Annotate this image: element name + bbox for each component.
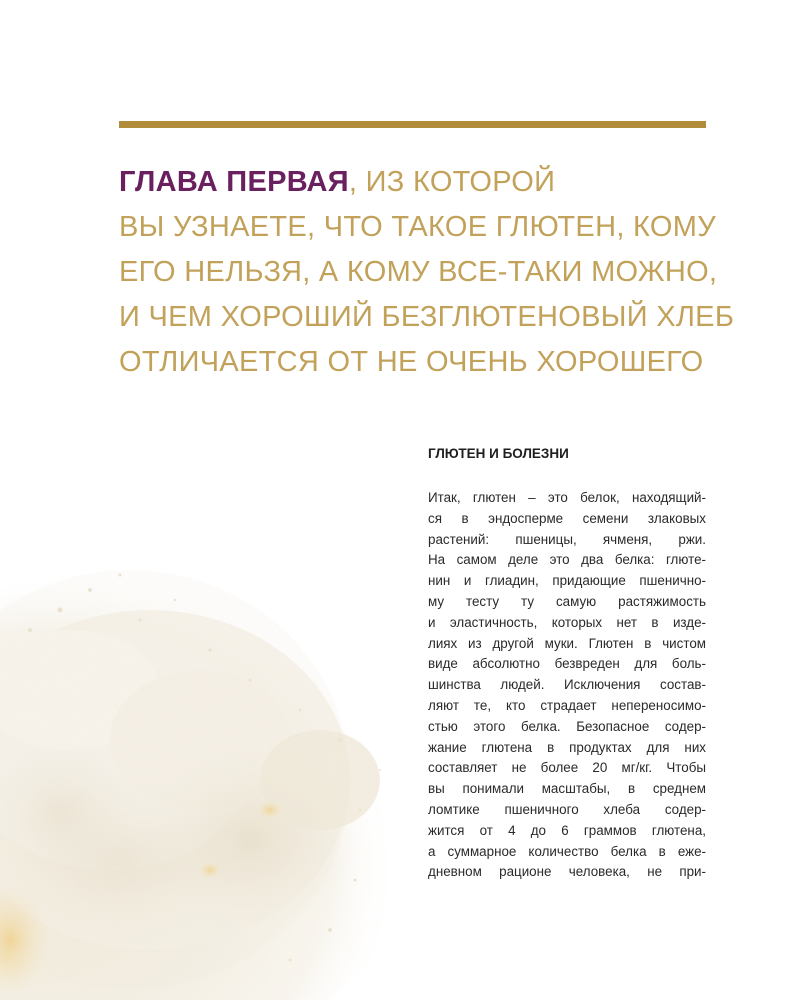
body-text — [428, 488, 706, 883]
text-line: дневном рационе человека, не при- — [428, 864, 706, 880]
text-line: Итак, глютен – это белок, находящий- — [428, 490, 706, 505]
flour-pile-image — [0, 480, 400, 1000]
text-line: ся в эндосперме семени злаковых — [428, 510, 706, 526]
section-title: ГЛЮТЕН И БОЛЕЗНИ — [428, 446, 569, 461]
text-line: растений: пшеницы, ячменя, ржи. — [428, 531, 706, 547]
chapter-heading-line-2: ВЫ УЗНАЕТЕ, ЧТО ТАКОЕ ГЛЮТЕН, КОМУ — [119, 211, 716, 243]
text-line: На самом деле это два белка: глюте- — [428, 552, 706, 568]
chapter-heading-rest: , ИЗ КОТОРОЙ — [348, 166, 556, 198]
chapter-number: ГЛАВА ПЕРВАЯ — [119, 166, 349, 198]
text-line: виде абсолютно безвреден для боль- — [428, 656, 706, 672]
chapter-heading-line-4: И ЧЕМ ХОРОШИЙ БЕЗГЛЮТЕНОВЫЙ ХЛЕБ — [119, 301, 735, 333]
text-line: стью этого белка. Безопасное содер- — [428, 718, 706, 734]
chapter-heading-line-1 — [119, 160, 739, 205]
text-line: вы понимали масштабы, в среднем — [428, 781, 706, 797]
chapter-heading — [119, 160, 739, 385]
text-line: ломтике пшеничного хлеба содер- — [428, 801, 706, 817]
text-line: жится от 4 до 6 граммов глютена, — [428, 822, 706, 838]
chapter-heading-line-3: ЕГО НЕЛЬЗЯ, А КОМУ ВСЕ-ТАКИ МОЖНО, — [119, 256, 718, 288]
text-line: нин и глиадин, придающие пшенично- — [428, 573, 706, 589]
text-line: жание глютена в продуктах для них — [428, 739, 706, 755]
text-line: а суммарное количество белка в еже- — [428, 843, 706, 859]
text-line: составляет не более 20 мг/кг. Чтобы — [428, 760, 706, 776]
text-line: шинства людей. Исключения состав- — [428, 677, 706, 693]
text-line: лиях из другой муки. Глютен в чистом — [428, 635, 706, 651]
text-line: ляют те, кто страдает непереносимо- — [428, 697, 706, 713]
top-rule — [119, 121, 706, 128]
text-line: му тесту ту самую растяжимость — [428, 593, 706, 609]
chapter-heading-line-5: ОТЛИЧАЕТСЯ ОТ НЕ ОЧЕНЬ ХОРОШЕГО — [119, 346, 704, 378]
text-line: и эластичность, которых нет в изде- — [428, 614, 706, 630]
